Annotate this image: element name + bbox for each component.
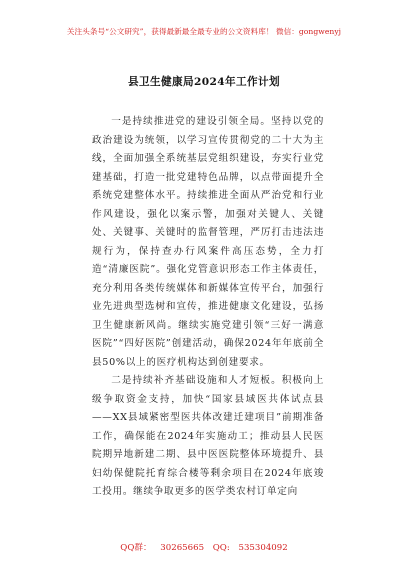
paragraph-1: 一是持续推进党的建设引领全局。坚持以党的政治建设为统领，以学习宣传贯彻党的二十大为主线，全面加强全系统基层党组织建设，夯实行业党建基础，打造一批党建特色品牌，以点带面提升全系统党建整体水平。持续推进全面从严治党和行业作风建设，强化以案示警，加强对关键人、关键处、关键事、关键时的监督管理，严厉打击违法违规行为，保持查办行风案件高压态势，全力打造“清廉医院”。强化党管意识形态工作主体责任，充分利用各类传统媒体和新媒体宣传平台，加强行业先进典型选树和宣传，推进健康文化建设，弘扬卫生健康新风尚。继续实施党建引领“三好一满意医院”“四好医院”创建活动，确保2024年年底前全县50%以上的医疗机构达到创建要求。 [92,116,324,368]
header-banner: 关注头条号“公文研究”，获得最新最全最专业的公文资料库！ 微信：gongwenyj [66,27,342,36]
document-body [92,113,324,502]
document-title: 县卫生健康局2024年工作计划 [127,76,280,88]
paragraph-2: 二是持续补齐基础设施和人才短板。积极向上级争取资金支持，加快“国家县域医共体试点县——XX县域紧密型医共体改建迁建项目”前期准备工作，确保能在2024年实施动工；推动县人民医院期异地新建二期、县中医医院整体环境提升、县妇幼保健院托育综合楼等剩余项目在2024年底竣工投用。继续争取更多的医学类农村订单定向 [92,375,324,497]
footer-contact: QQ群： 30265665 QQ: 535304092 [120,543,288,553]
